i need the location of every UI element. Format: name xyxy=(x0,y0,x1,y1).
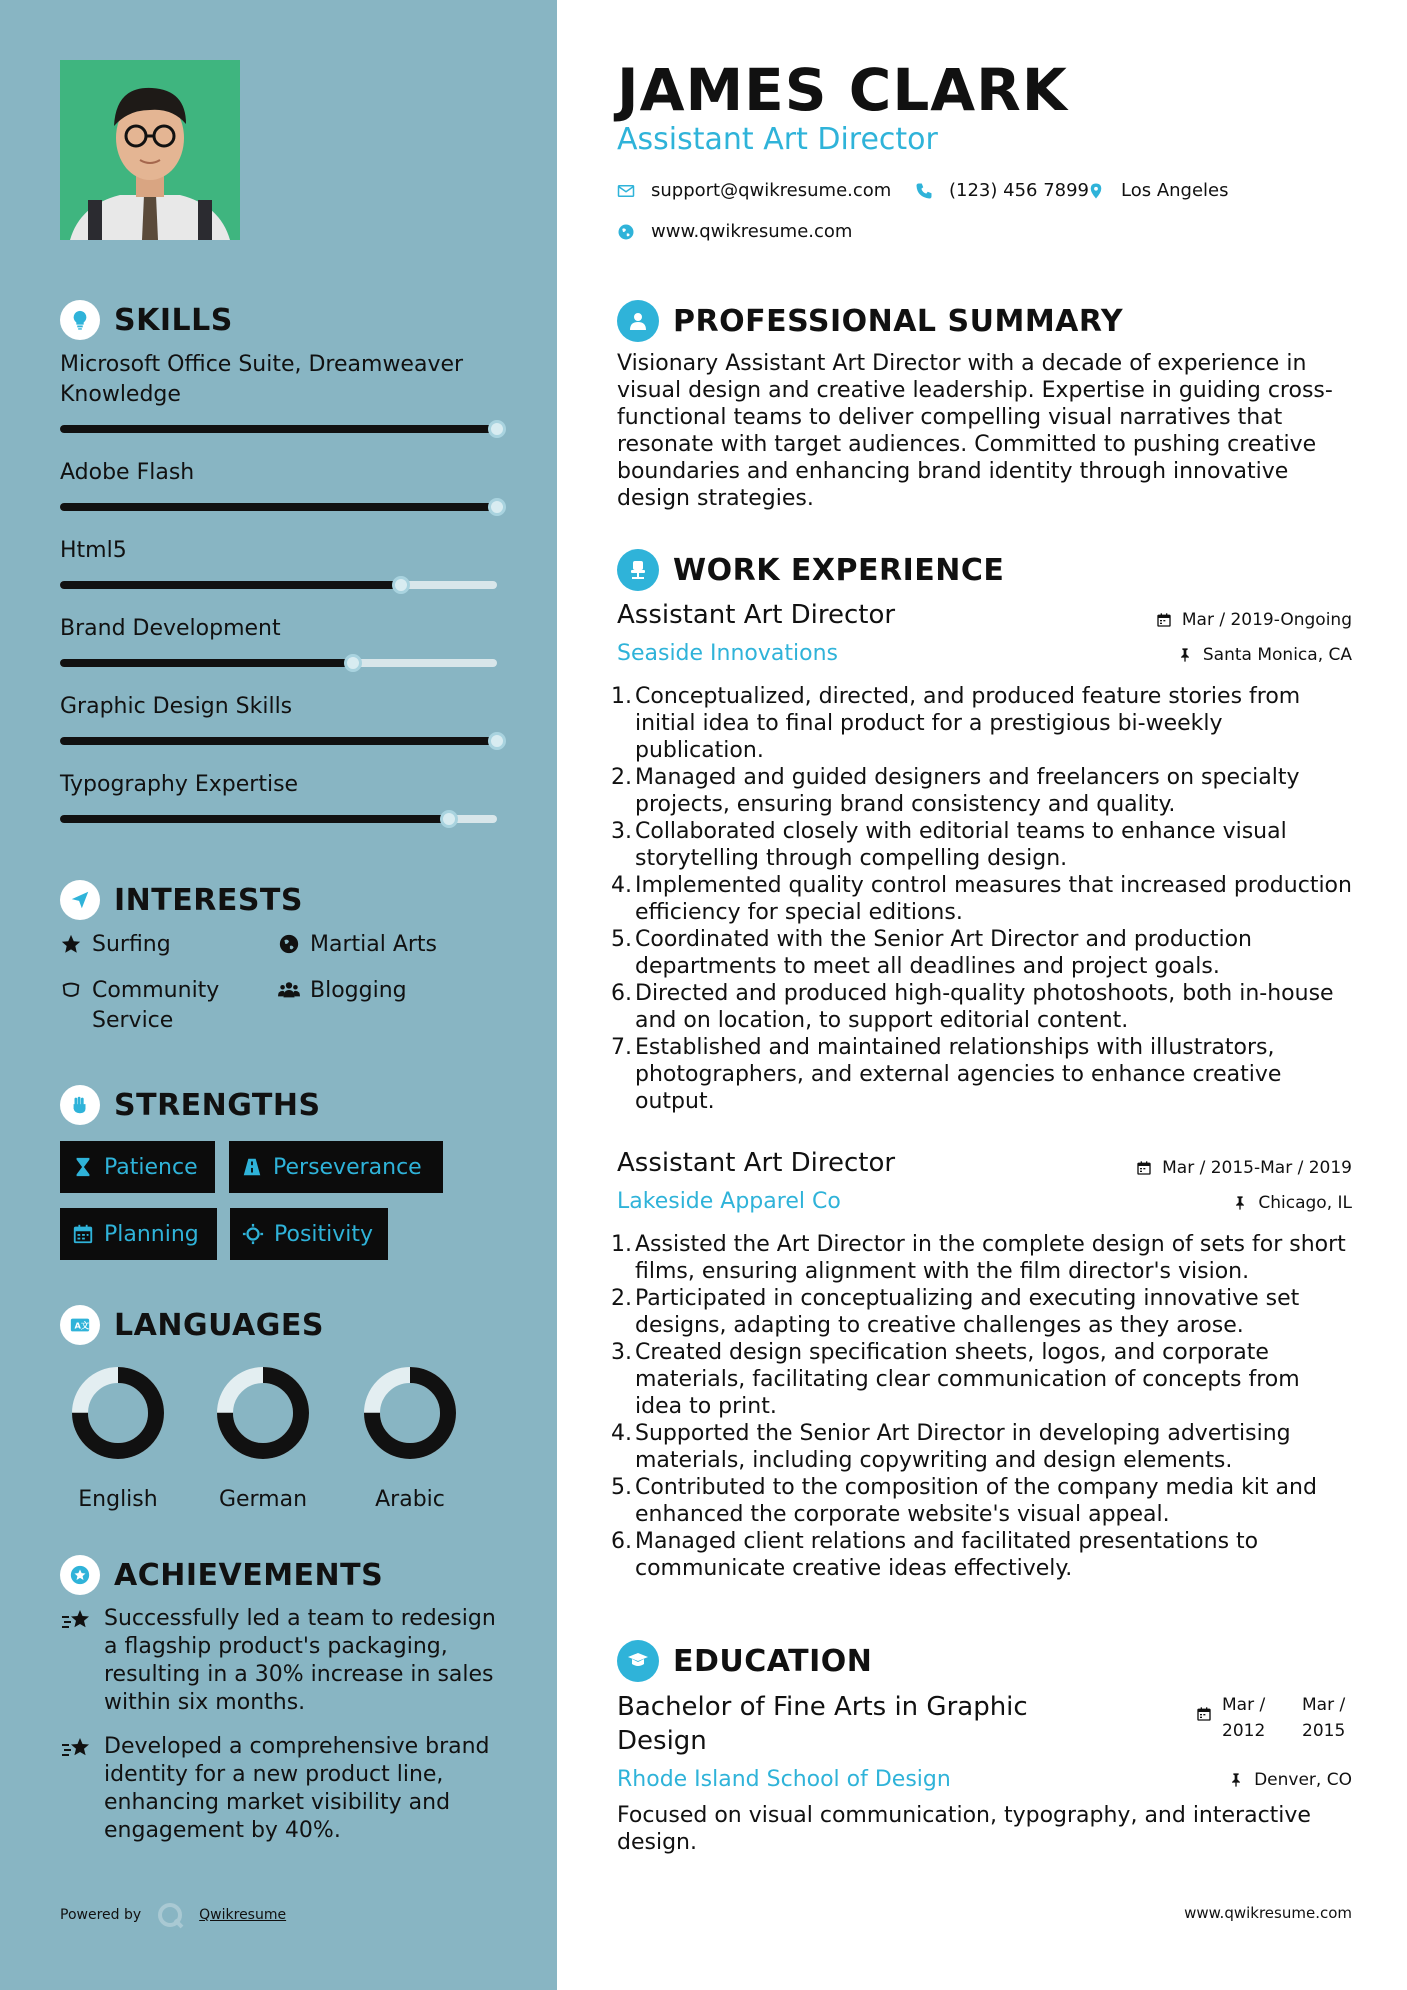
contact-email[interactable] xyxy=(617,180,891,201)
skill-knob xyxy=(344,654,362,672)
interests-title: INTERESTS xyxy=(114,882,303,918)
skill-fill xyxy=(60,737,497,745)
interest-item xyxy=(278,930,437,960)
skill-label: Graphic Design Skills xyxy=(60,694,293,719)
duty-item: Collaborated closely with editorial teams to enhance visual storytelling through compelling design. xyxy=(635,819,1287,871)
achievements-section xyxy=(60,1555,520,1855)
svg-text:A: A xyxy=(74,1320,81,1331)
strength-label: Perseverance xyxy=(273,1154,422,1180)
duty-item: Participated in conceptualizing and executing innovative set designs, adapting to creative challenges as they arose. xyxy=(635,1286,1300,1338)
languages-title: LANGUAGES xyxy=(114,1307,324,1343)
skill-fill xyxy=(60,815,449,823)
skill-fill xyxy=(60,503,497,511)
language-name: English xyxy=(78,1487,158,1512)
degree-title: Bachelor of Fine Arts in Graphic Design xyxy=(617,1692,1028,1756)
experience-header xyxy=(617,549,1004,591)
job-location xyxy=(1232,1193,1352,1213)
duty-item: Directed and produced high-quality photoshoots, both in-house and on location, to support editorial content. xyxy=(635,981,1334,1033)
candidate-role: Assistant Art Director xyxy=(617,122,938,157)
language-item xyxy=(58,1363,178,1512)
interests-section xyxy=(60,880,520,1040)
language-name: Arabic xyxy=(375,1487,445,1512)
sidebar xyxy=(0,0,557,1990)
achievement-item xyxy=(60,1733,500,1845)
language-item xyxy=(350,1363,470,1512)
hourglass-icon xyxy=(72,1156,94,1178)
contact-location xyxy=(1087,180,1229,201)
education-title: EDUCATION xyxy=(673,1643,873,1679)
globe-icon xyxy=(278,933,300,955)
qwikresume-logo-icon xyxy=(155,1900,185,1930)
powered-by xyxy=(60,1900,286,1930)
job-location-text: Santa Monica, CA xyxy=(1202,645,1352,665)
shooting-star-icon xyxy=(60,1607,92,1635)
skill-knob xyxy=(392,576,410,594)
interest-label: Martial Arts xyxy=(310,932,438,957)
company-name: Seaside Innovations xyxy=(617,641,838,666)
duty-item: Established and maintained relationships with illustrators, photographers, and external agencies to enhance creative output. xyxy=(635,1035,1282,1114)
skill-bar xyxy=(60,581,497,589)
envelope-icon xyxy=(617,182,635,200)
interest-label: Community Service xyxy=(92,978,220,1033)
duty-item: Supported the Senior Art Director in developing advertising materials, including copywriting and design elements. xyxy=(635,1421,1291,1473)
skill-fill xyxy=(60,581,401,589)
skill-knob xyxy=(488,420,506,438)
skill-label: Adobe Flash xyxy=(60,460,195,485)
footer-url[interactable]: www.qwikresume.com xyxy=(1184,1904,1352,1922)
education-description: Focused on visual communication, typography, and interactive design. xyxy=(617,1803,1311,1855)
skill-item xyxy=(60,692,500,722)
strength-badge xyxy=(229,1141,443,1193)
lightbulb-icon xyxy=(60,300,100,340)
skill-item xyxy=(60,614,500,644)
office-chair-icon xyxy=(617,549,659,591)
profile-photo xyxy=(60,60,240,240)
skill-label: Html5 xyxy=(60,538,127,563)
job-duties xyxy=(617,1231,1352,1582)
achievement-item xyxy=(60,1605,500,1717)
job-duties xyxy=(617,683,1352,1115)
education-location-text: Denver, CO xyxy=(1254,1770,1352,1790)
language-name: German xyxy=(218,1487,308,1512)
achievement-text: Developed a comprehensive brand identity for a new product line, enhancing market visibility and engagement by 40%. xyxy=(104,1734,490,1843)
summary-title: PROFESSIONAL SUMMARY xyxy=(673,303,1124,339)
achievements-title: ACHIEVEMENTS xyxy=(114,1557,384,1593)
skill-bar xyxy=(60,425,497,433)
qwikresume-link[interactable]: Qwikresume xyxy=(199,1907,287,1923)
language-ring xyxy=(68,1363,168,1463)
strength-badge xyxy=(230,1208,388,1260)
summary-text: Visionary Assistant Art Director with a decade of experience in visual design and creative leadership. Expertise in guiding cross-functional teams to deliver compelling visual narratives that resonate with target audiences. Committed to pushing creative boundaries and enhancing brand identity through innovative design strategies. xyxy=(617,351,1333,511)
pushpin-icon xyxy=(1177,647,1193,663)
education-end: Mar / 2015 xyxy=(1302,1695,1346,1741)
email-text: support@qwikresume.com xyxy=(651,180,892,201)
skill-item xyxy=(60,770,500,800)
strength-label: Planning xyxy=(104,1221,199,1247)
job-dates-text: Mar / 2015-Mar / 2019 xyxy=(1162,1158,1352,1178)
duty-item: Conceptualized, directed, and produced feature stories from initial idea to final product for a prestigious bi-weekly publication. xyxy=(635,684,1301,763)
location-text: Los Angeles xyxy=(1121,180,1229,201)
powered-by-label: Powered by xyxy=(60,1907,142,1923)
interest-label: Blogging xyxy=(310,978,407,1003)
duty-item: Contributed to the composition of the company media kit and enhanced the corporate website's visual appeal. xyxy=(635,1475,1317,1527)
interests-header xyxy=(60,880,520,920)
job-location xyxy=(1177,645,1352,665)
paper-plane-icon xyxy=(60,880,100,920)
main-content xyxy=(617,0,1352,1990)
education-dates xyxy=(1196,1692,1352,1744)
calendar-icon xyxy=(1196,1706,1212,1722)
phone-text: (123) 456 7899 xyxy=(949,180,1090,201)
duty-item: Implemented quality control measures that increased production efficiency for special editions. xyxy=(635,873,1352,925)
calendar-icon xyxy=(1136,1160,1152,1176)
skill-fill xyxy=(60,425,497,433)
skill-bar xyxy=(60,737,497,745)
map-pin-icon xyxy=(1087,182,1105,200)
star-icon xyxy=(60,933,82,955)
duty-item: Managed client relations and facilitated presentations to communicate creative ideas effectively. xyxy=(635,1529,1259,1581)
skill-knob xyxy=(488,732,506,750)
skill-bar xyxy=(60,659,497,667)
skill-label: Microsoft Office Suite, Dreamweaver Knowledge xyxy=(60,352,464,407)
skill-item xyxy=(60,536,500,566)
calendar-icon xyxy=(72,1223,94,1245)
skill-knob xyxy=(440,810,458,828)
website-text: www.qwikresume.com xyxy=(651,221,853,242)
globe-icon xyxy=(617,223,635,241)
language-ring xyxy=(213,1363,313,1463)
strengths-section xyxy=(60,1085,520,1265)
interest-item xyxy=(60,976,240,1036)
strength-badge xyxy=(60,1141,215,1193)
user-icon xyxy=(617,300,659,342)
language-ring xyxy=(360,1363,460,1463)
handshake-icon xyxy=(60,979,82,1001)
candidate-name: JAMES CLARK xyxy=(617,56,1068,124)
job-dates-text: Mar / 2019-Ongoing xyxy=(1181,610,1352,630)
achievements-header xyxy=(60,1555,520,1595)
duty-item: Assisted the Art Director in the complete design of sets for short films, ensuring alignment with the film director's vision. xyxy=(635,1232,1346,1284)
job-dates xyxy=(1136,1158,1352,1178)
summary-header xyxy=(617,300,1123,342)
calendar-icon xyxy=(1156,612,1172,628)
language-item xyxy=(203,1363,323,1512)
company-name: Lakeside Apparel Co xyxy=(617,1189,841,1214)
strength-label: Positivity xyxy=(274,1221,374,1247)
skill-item xyxy=(60,350,500,410)
job-title: Assistant Art Director xyxy=(617,1148,896,1178)
interest-label: Surfing xyxy=(92,932,171,957)
duty-item: Coordinated with the Senior Art Director and production departments to meet all deadlines and project goals. xyxy=(635,927,1252,979)
shooting-star-icon xyxy=(60,1735,92,1763)
duty-item: Managed and guided designers and freelancers on specialty projects, ensuring brand consistency and quality. xyxy=(635,765,1300,817)
skills-title: SKILLS xyxy=(114,302,233,338)
language-icon xyxy=(60,1305,100,1345)
phone-icon xyxy=(915,182,933,200)
skill-knob xyxy=(488,498,506,516)
education-header xyxy=(617,1640,872,1682)
education-location xyxy=(1228,1770,1352,1790)
skills-section xyxy=(60,300,520,840)
strengths-header xyxy=(60,1085,520,1125)
achievement-text: Successfully led a team to redesign a flagship product's packaging, resulting in a 30% increase in sales within six months. xyxy=(104,1606,496,1715)
pushpin-icon xyxy=(1228,1772,1244,1788)
road-icon xyxy=(241,1156,263,1178)
school-name: Rhode Island School of Design xyxy=(617,1767,951,1792)
skill-label: Brand Development xyxy=(60,616,281,641)
experience-title: WORK EXPERIENCE xyxy=(673,552,1005,588)
fist-icon xyxy=(60,1085,100,1125)
languages-section xyxy=(60,1305,520,1515)
sun-icon xyxy=(242,1223,264,1245)
graduate-icon xyxy=(617,1640,659,1682)
skill-label: Typography Expertise xyxy=(60,772,299,797)
education-start: Mar / 2012 xyxy=(1222,1695,1266,1741)
strengths-title: STRENGTHS xyxy=(114,1087,321,1123)
job-title: Assistant Art Director xyxy=(617,600,896,630)
strength-badge xyxy=(60,1208,217,1260)
users-icon xyxy=(278,979,300,1001)
interest-item xyxy=(60,930,171,960)
contact-website[interactable] xyxy=(617,221,852,242)
skill-fill xyxy=(60,659,353,667)
skill-item xyxy=(60,458,500,488)
skill-bar xyxy=(60,815,497,823)
star-badge-icon xyxy=(60,1555,100,1595)
job-dates xyxy=(1156,610,1352,630)
skill-bar xyxy=(60,503,497,511)
skills-header xyxy=(60,300,520,340)
strength-label: Patience xyxy=(104,1154,198,1180)
svg-text:文: 文 xyxy=(80,1320,90,1331)
languages-header xyxy=(60,1305,520,1345)
contact-phone[interactable] xyxy=(915,180,1089,201)
interest-item xyxy=(278,976,407,1006)
job-location-text: Chicago, IL xyxy=(1258,1193,1352,1213)
pushpin-icon xyxy=(1232,1195,1248,1211)
duty-item: Created design specification sheets, logos, and corporate materials, facilitating clear communication of concepts from idea to print. xyxy=(635,1340,1300,1419)
